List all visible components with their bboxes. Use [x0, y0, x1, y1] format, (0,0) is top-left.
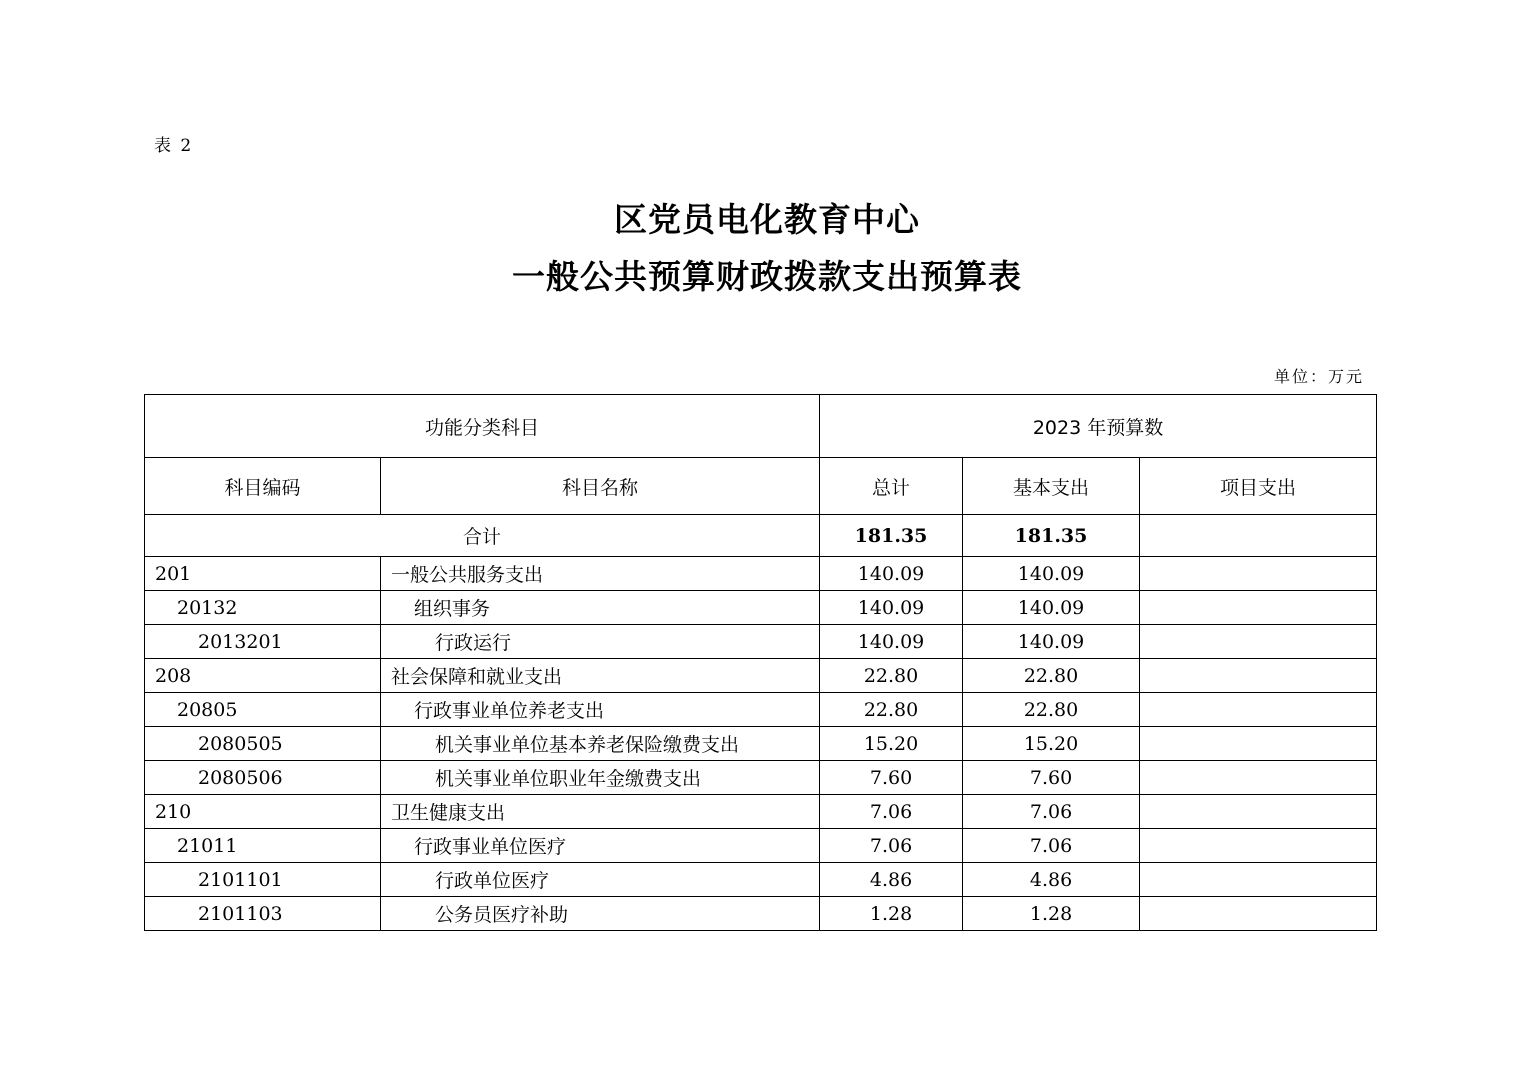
total-row	[145, 515, 1377, 557]
row-project	[1140, 557, 1377, 591]
row-name: 公务员医疗补助	[381, 897, 820, 931]
total-project	[1140, 515, 1377, 557]
total-sum: 181.35	[820, 515, 963, 557]
row-name: 机关事业单位职业年金缴费支出	[381, 761, 820, 795]
row-total: 140.09	[820, 625, 963, 659]
header-row-columns	[145, 458, 1377, 515]
table-row	[145, 829, 1377, 863]
budget-table	[144, 394, 1377, 931]
row-total: 7.60	[820, 761, 963, 795]
table-row	[145, 557, 1377, 591]
row-name: 行政事业单位养老支出	[381, 693, 820, 727]
header-budget-2023: 2023 年预算数	[820, 395, 1377, 458]
header-functional-classification: 功能分类科目	[145, 395, 820, 458]
row-project	[1140, 795, 1377, 829]
row-basic: 7.06	[963, 829, 1140, 863]
header-total: 总计	[820, 458, 963, 515]
header-subject-name: 科目名称	[381, 458, 820, 515]
total-basic: 181.35	[963, 515, 1140, 557]
row-project	[1140, 829, 1377, 863]
table-row	[145, 625, 1377, 659]
row-code: 2080505	[145, 727, 381, 761]
row-total: 7.06	[820, 795, 963, 829]
row-total: 7.06	[820, 829, 963, 863]
table-row	[145, 761, 1377, 795]
row-code: 2101101	[145, 863, 381, 897]
table-row	[145, 693, 1377, 727]
row-code: 20805	[145, 693, 381, 727]
row-basic: 1.28	[963, 897, 1140, 931]
row-name: 卫生健康支出	[381, 795, 820, 829]
row-name: 社会保障和就业支出	[381, 659, 820, 693]
page-title-line-2: 一般公共预算财政拨款支出预算表	[512, 257, 1022, 296]
unit-label: 单位：万元	[1273, 367, 1364, 386]
row-basic: 22.80	[963, 659, 1140, 693]
row-total: 22.80	[820, 659, 963, 693]
header-row-group	[145, 395, 1377, 458]
table-number-label: 表 2	[154, 136, 194, 156]
row-code: 210	[145, 795, 381, 829]
table-row	[145, 591, 1377, 625]
row-basic: 7.60	[963, 761, 1140, 795]
table-row	[145, 795, 1377, 829]
row-project	[1140, 659, 1377, 693]
row-code: 21011	[145, 829, 381, 863]
row-total: 15.20	[820, 727, 963, 761]
row-project	[1140, 625, 1377, 659]
row-project	[1140, 693, 1377, 727]
header-project-expenditure: 项目支出	[1140, 458, 1377, 515]
row-name: 行政事业单位医疗	[381, 829, 820, 863]
table-row	[145, 659, 1377, 693]
table-row	[145, 897, 1377, 931]
row-code: 201	[145, 557, 381, 591]
row-name: 一般公共服务支出	[381, 557, 820, 591]
row-basic: 4.86	[963, 863, 1140, 897]
row-total: 140.09	[820, 557, 963, 591]
row-code: 2013201	[145, 625, 381, 659]
header-subject-code: 科目编码	[145, 458, 381, 515]
row-total: 1.28	[820, 897, 963, 931]
row-basic: 15.20	[963, 727, 1140, 761]
row-code: 208	[145, 659, 381, 693]
row-name: 组织事务	[381, 591, 820, 625]
row-basic: 22.80	[963, 693, 1140, 727]
table-row	[145, 863, 1377, 897]
row-code: 20132	[145, 591, 381, 625]
table-row	[145, 727, 1377, 761]
row-name: 行政运行	[381, 625, 820, 659]
row-basic: 7.06	[963, 795, 1140, 829]
row-project	[1140, 863, 1377, 897]
row-project	[1140, 727, 1377, 761]
row-name: 机关事业单位基本养老保险缴费支出	[381, 727, 820, 761]
row-project	[1140, 591, 1377, 625]
row-code: 2101103	[145, 897, 381, 931]
row-total: 22.80	[820, 693, 963, 727]
header-basic-expenditure: 基本支出	[963, 458, 1140, 515]
row-total: 140.09	[820, 591, 963, 625]
total-label: 合计	[145, 515, 820, 557]
row-project	[1140, 761, 1377, 795]
row-project	[1140, 897, 1377, 931]
row-name: 行政单位医疗	[381, 863, 820, 897]
row-basic: 140.09	[963, 591, 1140, 625]
row-basic: 140.09	[963, 557, 1140, 591]
row-basic: 140.09	[963, 625, 1140, 659]
row-total: 4.86	[820, 863, 963, 897]
page-title-line-1: 区党员电化教育中心	[614, 200, 920, 239]
row-code: 2080506	[145, 761, 381, 795]
